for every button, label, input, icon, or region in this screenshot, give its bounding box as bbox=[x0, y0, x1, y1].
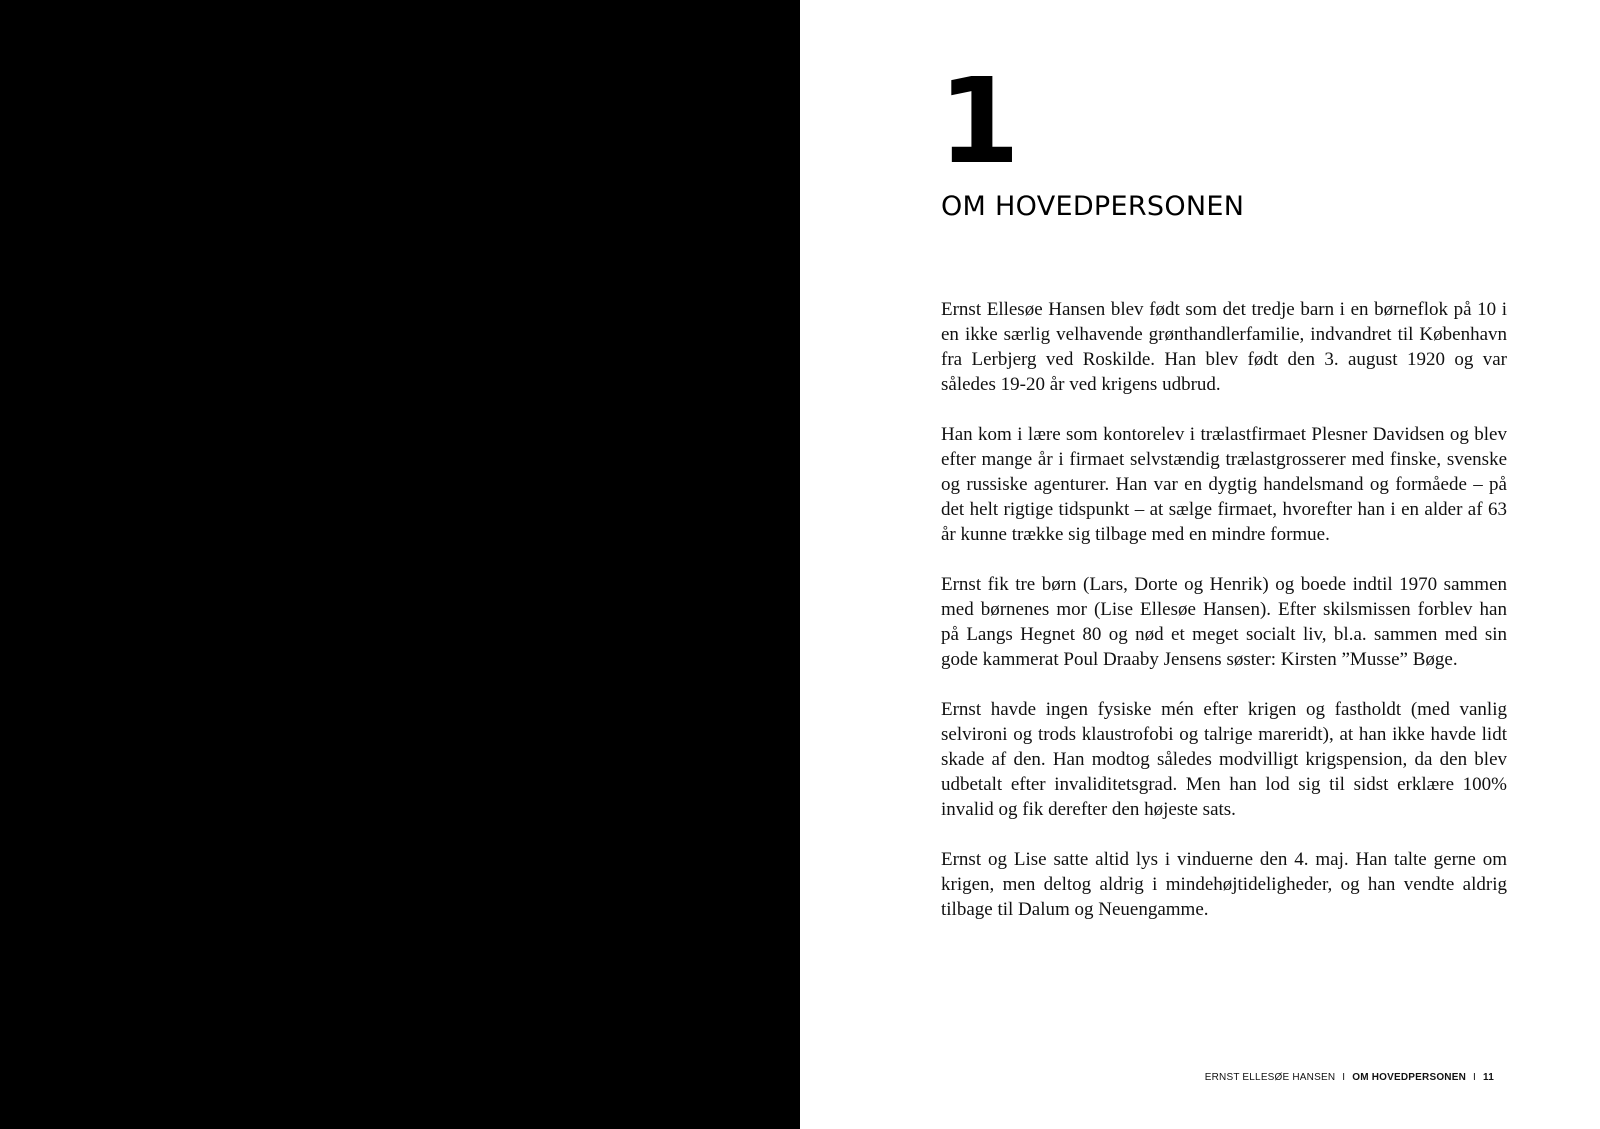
footer-section: OM HOVEDPERSONEN bbox=[1352, 1072, 1467, 1083]
chapter-title: OM HOVEDPERSONEN bbox=[941, 191, 1245, 222]
body-text bbox=[941, 297, 1507, 947]
chapter-number: 1 bbox=[938, 52, 1019, 190]
right-text-page bbox=[800, 0, 1600, 1129]
paragraph: Han kom i lære som kontorelev i trælastfirmaet Plesner Davidsen og blev efter mange år i firmaet selvstændig trælastgrosserer med finske, svenske og russiske agenturer. Han var en dygtig handelsmand og formåede – på det helt rigtige tidspunkt – at sælge firmaet, hvorefter han i en alder af 63 år kunne trække sig tilbage med en mindre formue. bbox=[941, 424, 1507, 545]
running-footer bbox=[1205, 1072, 1494, 1083]
footer-author: ERNST ELLESØE HANSEN bbox=[1204, 1072, 1336, 1083]
page-number: 11 bbox=[1483, 1072, 1494, 1083]
footer-separator: I bbox=[1342, 1072, 1346, 1083]
paragraph: Ernst og Lise satte altid lys i vinduerne den 4. maj. Han talte gerne om krigen, men deltog aldrig i mindehøjtideligheder, og han vendte aldrig tilbage til Dalum og Neuengamme. bbox=[941, 849, 1507, 920]
paragraph: Ernst havde ingen fysiske mén efter krigen og fastholdt (med vanlig selvironi og trods klaustrofobi og talrige mareridt), at han ikke havde lidt skade af den. Han modtog således modvilligt krigspension, da den blev udbetalt efter invaliditetsgrad. Men han lod sig til sidst erklære 100% invalid og fik derefter den højeste sats. bbox=[941, 699, 1507, 820]
paragraph: Ernst Ellesøe Hansen blev født som det tredje barn i en børneflok på 10 i en ikke særlig velhavende grønthandlerfamilie, indvandret til København fra Lerbjerg ved Roskilde. Han blev født den 3. august 1920 og var således 19-20 år ved krigens udbrud. bbox=[941, 299, 1507, 395]
footer-separator: I bbox=[1473, 1072, 1477, 1083]
paragraph: Ernst fik tre børn (Lars, Dorte og Henrik) og boede indtil 1970 sammen med børnenes mor (Lise Ellesøe Hansen). Efter skilsmissen forblev han på Langs Hegnet 80 og nød et meget socialt liv, bl.a. sammen med sin gode kammerat Poul Draaby Jensens søster: Kirsten ”Musse” Bøge. bbox=[941, 574, 1507, 670]
